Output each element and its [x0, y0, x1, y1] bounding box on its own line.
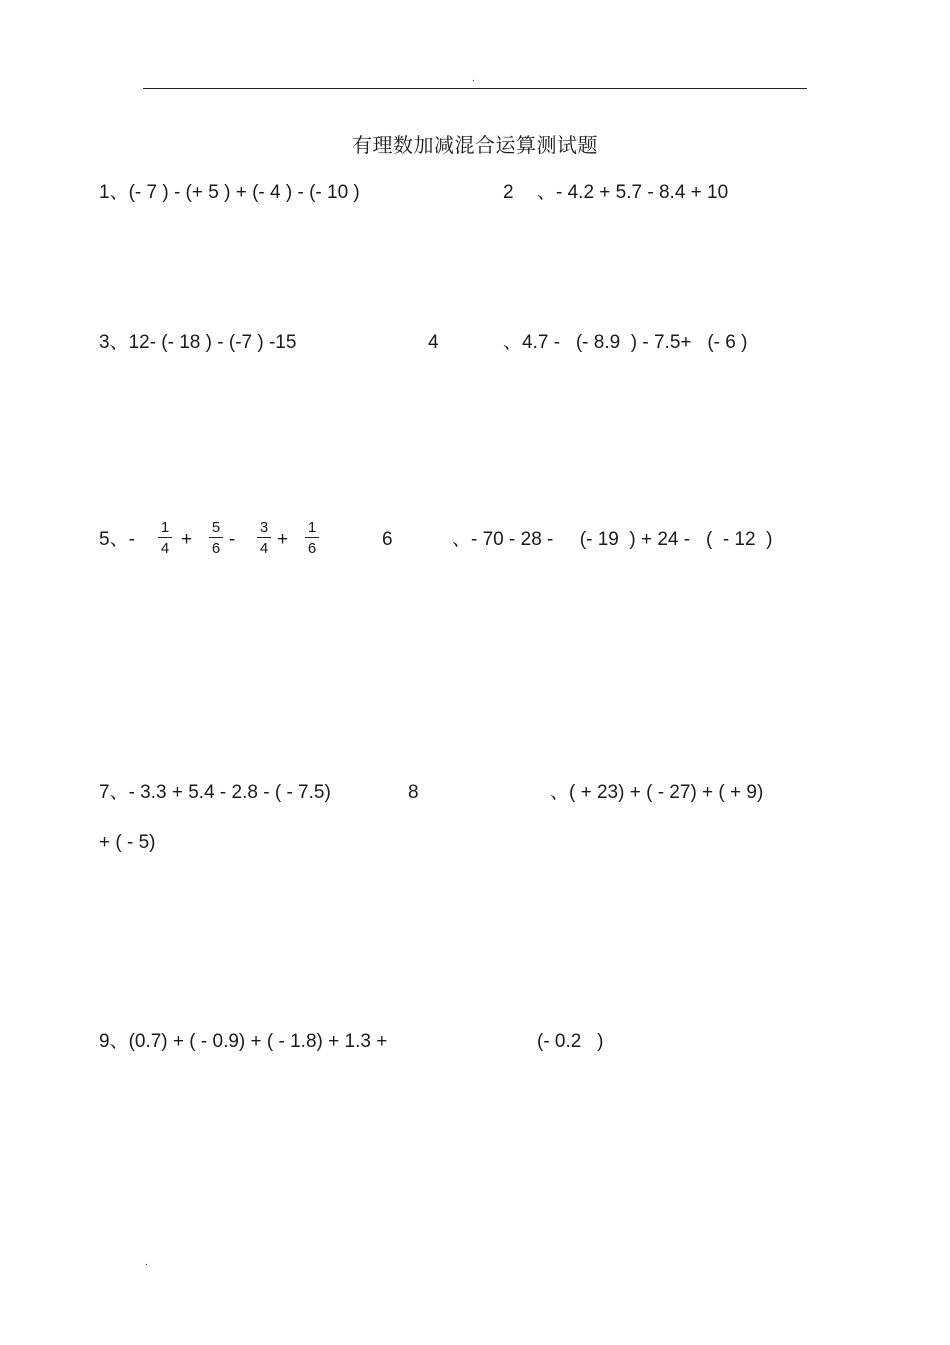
fraction-bar: [305, 537, 319, 538]
fraction-bar: [158, 537, 172, 538]
fraction-bar: [209, 537, 223, 538]
problem-9: 9、(0.7) + ( - 0.9) + ( - 1.8) + 1.3 +: [99, 1031, 388, 1052]
problem-4: 、4.7 - (- 8.9 ) - 7.5+ (- 6 ): [503, 332, 748, 353]
problem-5-operator-1: +: [181, 529, 193, 550]
problem-8-continued: + ( - 5): [99, 832, 156, 853]
fraction-2: [209, 519, 223, 557]
problem-8-number: 8: [408, 782, 419, 803]
header-rule: [143, 88, 807, 89]
fraction-2-numerator: 5: [211, 519, 221, 536]
fraction-2-denominator: 6: [211, 540, 221, 557]
fraction-4-denominator: 6: [307, 540, 317, 557]
problem-9-tail: (- 0.2 ): [537, 1031, 604, 1052]
problem-2: 、- 4.2 + 5.7 - 8.4 + 10: [537, 182, 729, 203]
page-title: 有理数加减混合运算测试题: [352, 133, 598, 157]
problem-5-operator-3: +: [277, 529, 289, 550]
fraction-1-numerator: 1: [160, 519, 170, 536]
fraction-1: [158, 519, 172, 557]
problem-3: 3、12- (- 18 ) - (-7 ) -15: [99, 332, 297, 353]
fraction-3-denominator: 4: [259, 540, 269, 557]
problem-6: 、- 70 - 28 - (- 19 ) + 24 - ( - 12 ): [452, 529, 773, 550]
fraction-3-numerator: 3: [259, 519, 269, 536]
problem-5-prefix: 5、-: [99, 529, 135, 550]
header-dot: .: [472, 73, 475, 84]
problem-8: 、( + 23) + ( - 27) + ( + 9): [550, 782, 764, 803]
fraction-4: [305, 519, 319, 557]
problem-4-number: 4: [428, 332, 439, 353]
fraction-3: [257, 519, 271, 557]
footer-dot: .: [145, 1257, 148, 1268]
fraction-4-numerator: 1: [307, 519, 317, 536]
problem-6-number: 6: [382, 529, 393, 550]
problem-2-number: 2: [503, 182, 514, 203]
problem-1: 1、(- 7 ) - (+ 5 ) + (- 4 ) - (- 10 ): [99, 182, 360, 203]
problem-7: 7、- 3.3 + 5.4 - 2.8 - ( - 7.5): [99, 782, 331, 803]
problem-5-operator-2: -: [229, 529, 236, 550]
fraction-bar: [257, 537, 271, 538]
fraction-1-denominator: 4: [160, 540, 170, 557]
